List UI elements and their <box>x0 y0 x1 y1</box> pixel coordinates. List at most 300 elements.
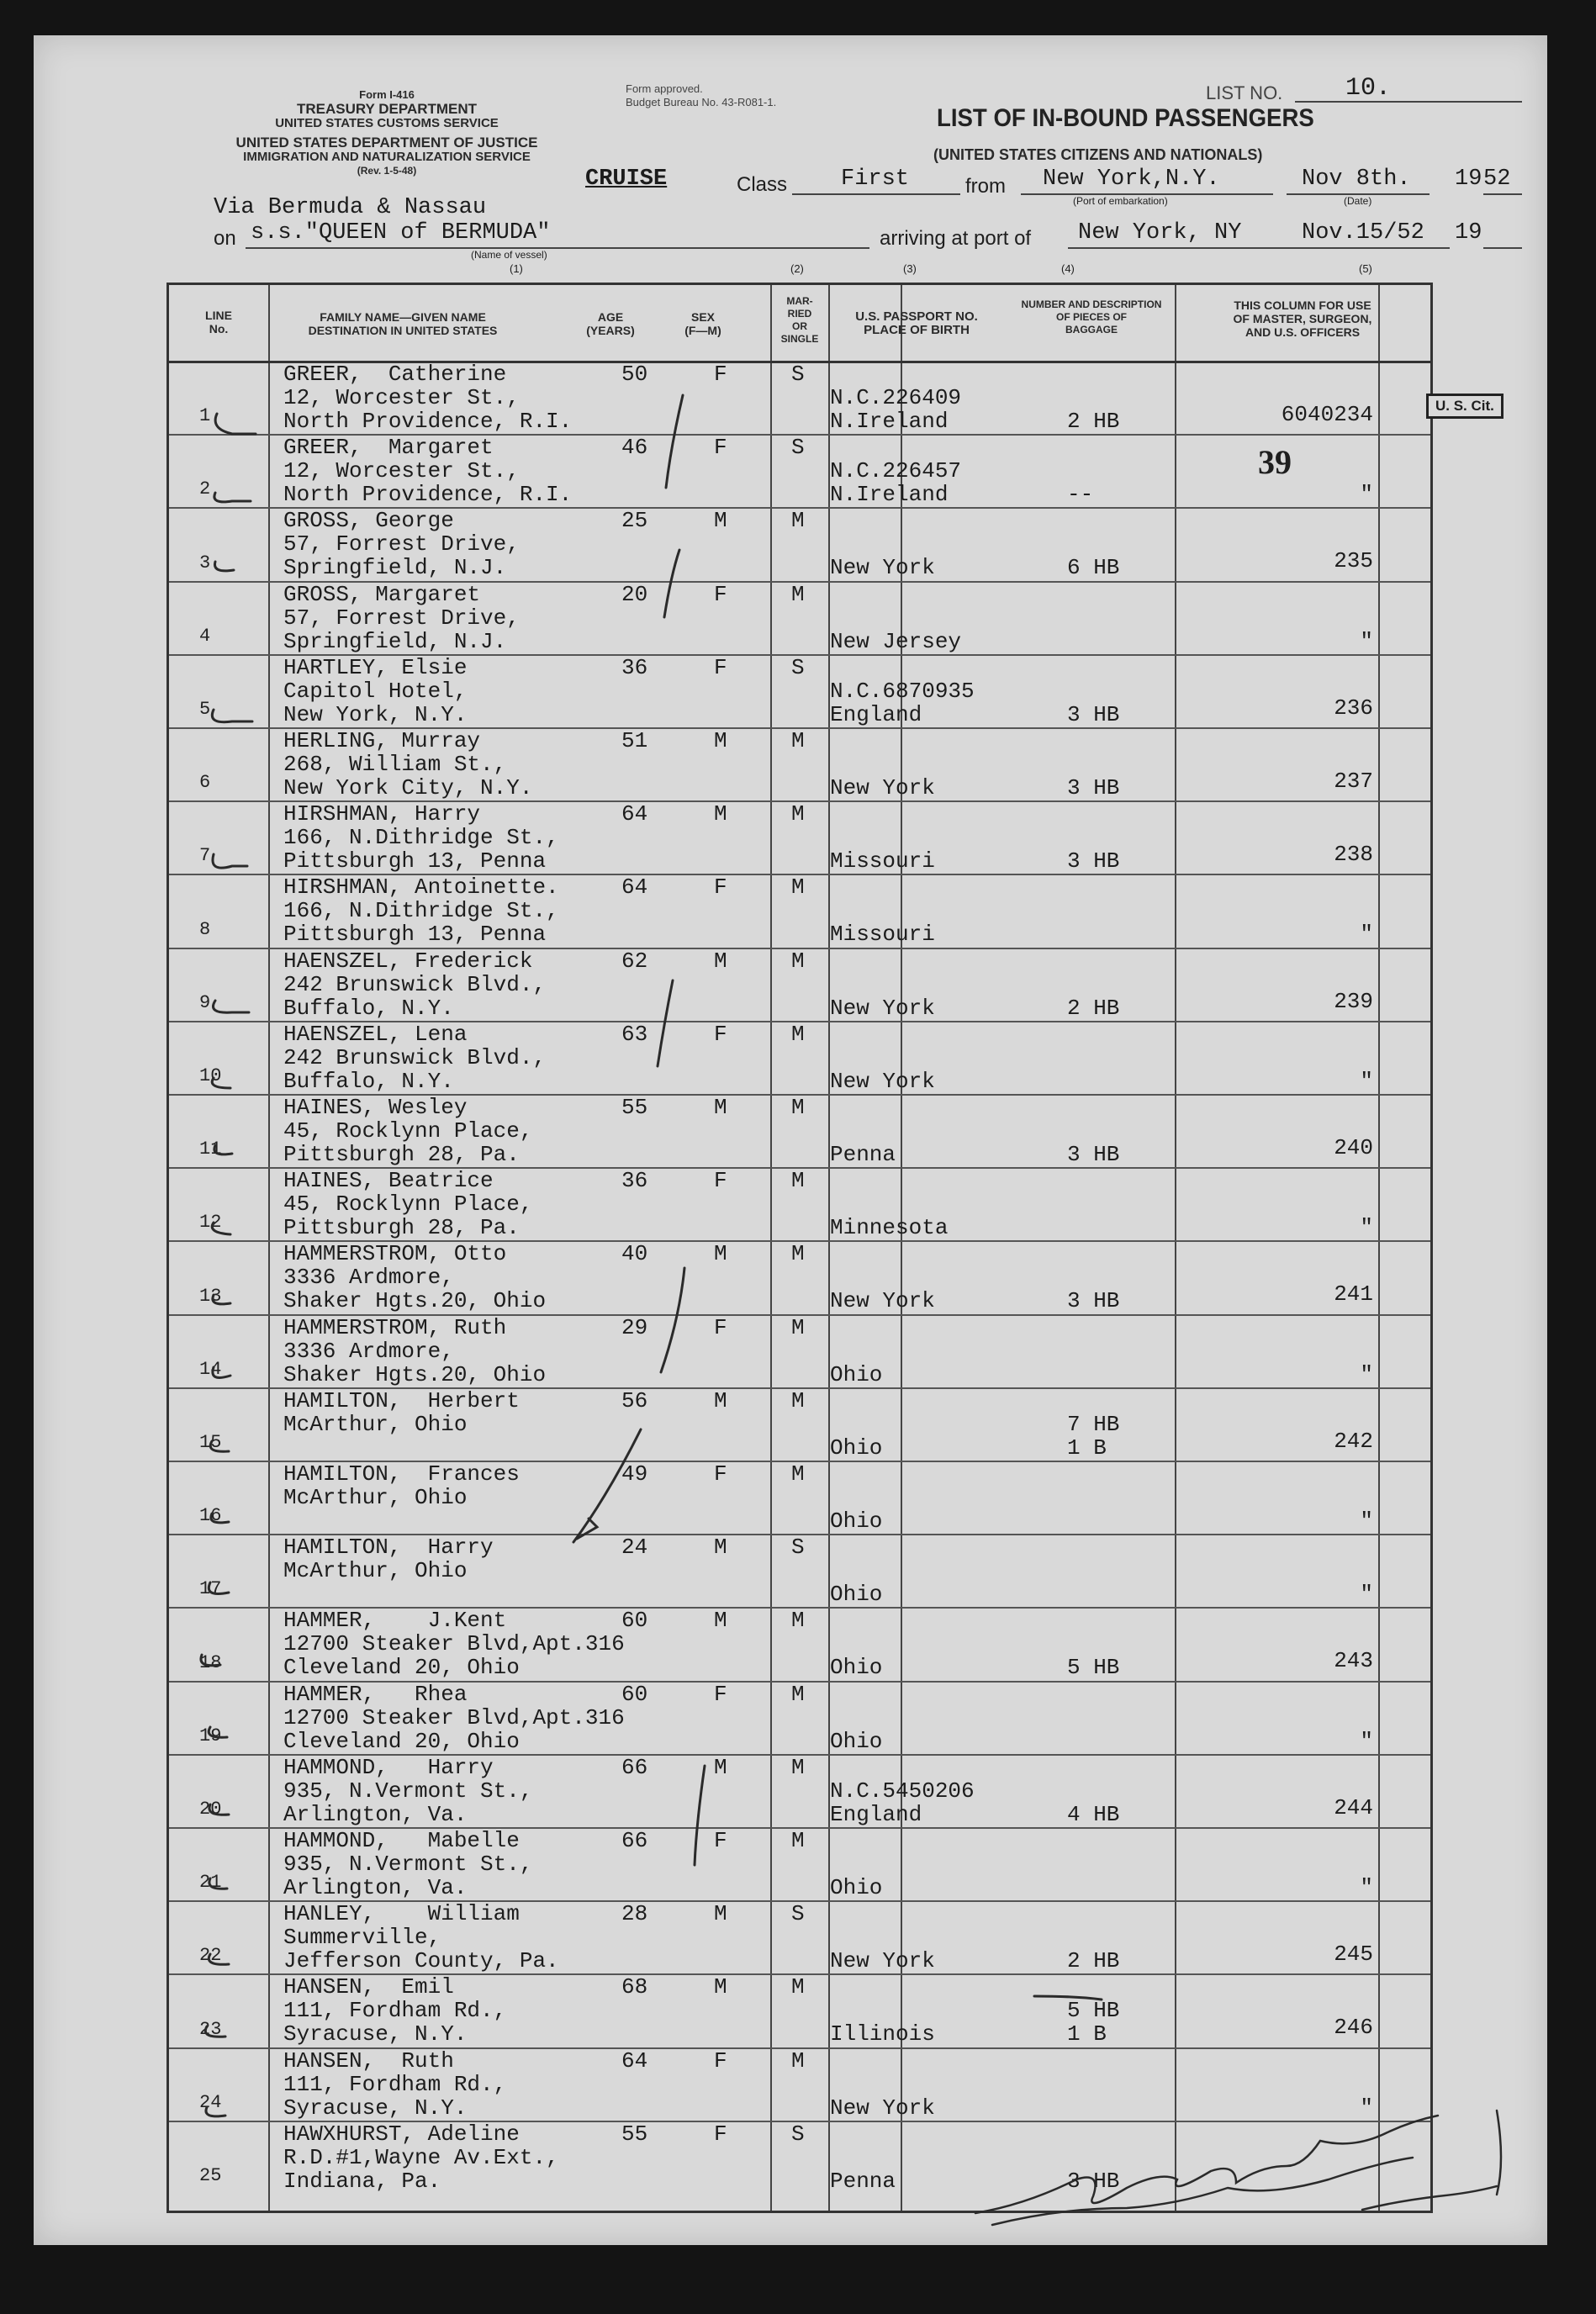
baggage: 5 HB <box>1067 1998 1120 2024</box>
line-number: 20 <box>199 1798 222 1820</box>
check-mark <box>214 1001 250 1012</box>
header-married: MAR- RIED OR SINGLE <box>780 295 819 345</box>
check-mark <box>209 1878 227 1889</box>
address-line-2: New York, N.Y. <box>283 701 468 727</box>
sex: F <box>714 435 727 461</box>
age: 29 <box>621 1314 648 1340</box>
header-baggage: NUMBER AND DESCRIPTION OF PIECES OF BAGGAGE <box>1021 298 1162 335</box>
passenger-name: HAINES, Beatrice <box>283 1168 494 1194</box>
baggage: 4 HB <box>1067 1801 1120 1827</box>
budget-bureau: Budget Bureau No. 43-R081-1. <box>626 96 777 108</box>
baggage: 3 HB <box>1067 701 1120 727</box>
class-value: First <box>841 166 910 192</box>
baggage: 3 HB <box>1067 775 1120 800</box>
cruise-label: CRUISE <box>585 166 668 192</box>
age: 60 <box>621 1681 648 1707</box>
age: 50 <box>621 362 648 387</box>
sex: F <box>714 2047 727 2074</box>
vessel-caption: (Name of vessel) <box>471 249 547 261</box>
check-mark <box>212 710 252 722</box>
passport-number: N.C.6870935 <box>830 678 975 704</box>
baggage: -- <box>1067 482 1094 508</box>
officer-notes: 242 <box>1334 1428 1373 1454</box>
age: 51 <box>621 728 648 753</box>
address-line-2: Buffalo, N.Y. <box>283 1068 454 1094</box>
passenger-name: HAENSZEL, Lena <box>283 1021 468 1047</box>
place-of-birth: New York <box>830 2095 935 2121</box>
baggage: 6 HB <box>1067 555 1120 581</box>
check-mark <box>213 1367 230 1377</box>
address-line-1: McArthur, Ohio <box>283 1485 468 1510</box>
address-line-1: 12, Worcester St., <box>283 458 520 484</box>
officer-notes: 245 <box>1334 1942 1373 1968</box>
bracket-mark <box>658 980 673 1066</box>
address-line-2: Syracuse, N.Y. <box>283 2021 468 2047</box>
address-line-1: 12700 Steaker Blvd,Apt.316 <box>283 1631 625 1657</box>
check-mark <box>201 1655 220 1666</box>
passenger-name: HAMMER, J.Kent <box>283 1608 507 1634</box>
passport-number: N.C.5450206 <box>830 1778 975 1804</box>
address-line-2: Pittsburgh 28, Pa. <box>283 1142 520 1167</box>
form-approved: Form approved. <box>626 82 703 95</box>
line-number: 25 <box>199 2164 222 2186</box>
address-line-2: Jefferson County, Pa. <box>283 1948 559 1974</box>
officer-notes: " <box>1360 2095 1373 2121</box>
age: 66 <box>621 1754 648 1780</box>
column-number-5: (5) <box>1359 262 1372 275</box>
signature <box>992 2158 1413 2225</box>
marital-status: M <box>791 728 805 753</box>
address-line-1: 57, Forrest Drive, <box>283 531 520 557</box>
passenger-name: GROSS, Margaret <box>283 581 481 607</box>
address-line-2: Pittsburgh 13, Penna <box>283 922 547 948</box>
marital-status: M <box>791 581 805 607</box>
marital-status: S <box>791 1901 805 1927</box>
officer-notes: " <box>1360 1582 1373 1608</box>
officer-notes: " <box>1360 1875 1373 1900</box>
bracket-mark <box>695 1766 705 1865</box>
address-line-2: New York City, N.Y. <box>283 775 533 800</box>
place-of-birth: N.Ireland <box>830 409 949 434</box>
passenger-name: GREER, Margaret <box>283 435 494 461</box>
place-of-birth: England <box>830 1801 922 1827</box>
marital-status: M <box>791 2047 805 2074</box>
arrival-year: 19 <box>1455 220 1482 246</box>
line-number: 4 <box>199 625 211 647</box>
passenger-name: HAMMOND, Harry <box>283 1754 494 1780</box>
marital-status: M <box>791 801 805 827</box>
officer-notes: " <box>1360 1361 1373 1387</box>
place-of-birth: New York <box>830 775 935 800</box>
baggage: 3 HB <box>1067 848 1120 874</box>
port-of-embarkation: New York,N.Y. <box>1043 166 1220 192</box>
address-line-1: 242 Brunswick Blvd., <box>283 1044 547 1070</box>
header-line-no: LINE No. <box>205 309 232 335</box>
place-of-birth: N.Ireland <box>830 482 949 508</box>
passport-number: N.C.226457 <box>830 458 962 484</box>
baggage: 2 HB <box>1067 1948 1120 1974</box>
check-mark <box>205 2026 225 2037</box>
on-label: on <box>214 227 236 250</box>
check-mark <box>212 1223 230 1234</box>
passenger-name: HAMILTON, Frances <box>283 1461 520 1487</box>
place-of-birth: Penna <box>830 1142 896 1167</box>
baggage: 5 HB <box>1067 1655 1120 1681</box>
baggage: 3 HB <box>1067 1142 1120 1167</box>
check-mark <box>209 1804 229 1815</box>
age: 64 <box>621 2047 648 2074</box>
sex: F <box>714 654 727 680</box>
customs-service: UNITED STATES CUSTOMS SERVICE <box>275 116 499 130</box>
from-label: from <box>965 175 1006 198</box>
address-line-1: 935, N.Vermont St., <box>283 1852 533 1877</box>
marital-status: M <box>791 1754 805 1780</box>
officer-notes: 240 <box>1334 1135 1373 1160</box>
line-number: 14 <box>199 1358 222 1380</box>
age: 40 <box>621 1241 648 1267</box>
passenger-name: HANSEN, Emil <box>283 1974 454 2000</box>
marital-status: M <box>791 1681 805 1707</box>
passenger-name: HANLEY, William <box>283 1901 520 1927</box>
place-of-birth: New Jersey <box>830 628 962 654</box>
address-line-1: 935, N.Vermont St., <box>283 1778 533 1804</box>
age: 56 <box>621 1387 648 1413</box>
check-mark <box>210 1441 229 1451</box>
place-of-birth: New York <box>830 555 935 581</box>
arriving-label: arriving at port of <box>880 227 1032 250</box>
bracket-mark <box>573 1429 641 1542</box>
sex: M <box>714 728 727 753</box>
sex: F <box>714 362 727 387</box>
line-number: 2 <box>199 478 211 500</box>
header-age: AGE (YEARS) <box>586 310 635 337</box>
marital-status: M <box>791 1314 805 1340</box>
address-line-2: Cleveland 20, Ohio <box>283 1728 520 1754</box>
date-caption: (Date) <box>1344 195 1372 207</box>
passenger-name: HAMILTON, Herbert <box>283 1387 520 1413</box>
line-number: 23 <box>199 2018 222 2040</box>
address-line-2: Arlington, Va. <box>283 1801 468 1827</box>
age: 55 <box>621 1095 648 1120</box>
address-line-2: Indiana, Pa. <box>283 2168 441 2194</box>
passport-number: N.C.226409 <box>830 385 962 410</box>
marital-status: S <box>791 435 805 461</box>
officer-notes: 244 <box>1334 1794 1373 1820</box>
line-number: 3 <box>199 552 211 573</box>
address-line-2: Arlington, Va. <box>283 1875 468 1900</box>
sex: M <box>714 801 727 827</box>
passenger-name: HAMMOND, Mabelle <box>283 1828 520 1853</box>
officer-notes: 235 <box>1334 548 1373 574</box>
list-title: LIST OF IN-BOUND PASSENGERS <box>937 104 1314 132</box>
column-number-2: (2) <box>790 262 804 275</box>
sex: F <box>714 874 727 901</box>
age: 66 <box>621 1828 648 1853</box>
address-line-1: R.D.#1,Wayne Av.Ext., <box>283 2144 559 2170</box>
line-number: 11 <box>199 1139 222 1160</box>
revision: (Rev. 1-5-48) <box>357 165 417 177</box>
marital-status: M <box>791 1461 805 1487</box>
place-of-birth: Ohio <box>830 1508 883 1534</box>
column-number-1: (1) <box>510 262 523 275</box>
signature <box>975 2116 1438 2213</box>
list-no-value: 10. <box>1345 74 1392 103</box>
place-of-birth: Ohio <box>830 1728 883 1754</box>
place-of-birth: Penna <box>830 2168 896 2194</box>
address-line-1: 3336 Ardmore, <box>283 1265 454 1291</box>
form-number: Form I-416 <box>359 88 415 101</box>
address-line-2: Buffalo, N.Y. <box>283 995 454 1021</box>
age: 25 <box>621 508 648 534</box>
age: 64 <box>621 874 648 901</box>
vessel-name: s.s."QUEEN of BERMUDA" <box>251 220 551 246</box>
officer-notes: 237 <box>1334 769 1373 794</box>
passenger-name: HAWXHURST, Adeline <box>283 2121 520 2147</box>
officer-notes: " <box>1360 628 1373 654</box>
marital-status: S <box>791 1535 805 1561</box>
address-line-1: 45, Rocklynn Place, <box>283 1118 533 1144</box>
check-mark <box>214 1145 232 1154</box>
treasury-department: TREASURY DEPARTMENT <box>296 101 478 117</box>
baggage: 7 HB <box>1067 1411 1120 1437</box>
marital-status: M <box>791 508 805 534</box>
bracket-mark <box>661 1268 684 1372</box>
line-number: 8 <box>199 918 211 940</box>
marital-status: M <box>791 1168 805 1194</box>
officer-notes: " <box>1360 1508 1373 1534</box>
passenger-name: HIRSHMAN, Antoinette. <box>283 874 559 901</box>
port-caption: (Port of embarkation) <box>1073 195 1168 207</box>
passenger-name: GROSS, George <box>283 508 454 534</box>
place-of-birth: Ohio <box>830 1582 883 1608</box>
line-number: 16 <box>199 1505 222 1527</box>
address-line-1: Summerville, <box>283 1925 441 1951</box>
line-number: 9 <box>199 991 211 1013</box>
class-label: Class <box>737 173 788 196</box>
sex: M <box>714 1901 727 1927</box>
baggage-extra: 1 B <box>1067 2021 1107 2047</box>
passenger-name: HANSEN, Ruth <box>283 2047 454 2074</box>
age: 49 <box>621 1461 648 1487</box>
sex: F <box>714 1021 727 1047</box>
age: 24 <box>621 1535 648 1561</box>
passenger-name: HAMMER, Rhea <box>283 1681 468 1707</box>
line-number: 13 <box>199 1285 222 1307</box>
officer-notes: 241 <box>1334 1281 1373 1308</box>
age: 36 <box>621 1168 648 1194</box>
age: 28 <box>621 1901 648 1927</box>
list-no-label: LIST NO. <box>1206 82 1283 103</box>
marital-status: M <box>791 1241 805 1267</box>
justice-department: UNITED STATES DEPARTMENT OF JUSTICE <box>235 135 538 151</box>
passenger-name: HAINES, Wesley <box>283 1095 468 1120</box>
age: 20 <box>621 581 648 607</box>
check-mark <box>212 1078 230 1088</box>
age: 64 <box>621 801 648 827</box>
passenger-name: GREER, Catherine <box>283 362 507 387</box>
baggage: 3 HB <box>1067 2168 1120 2194</box>
check-mark <box>211 1514 229 1523</box>
officer-notes: 236 <box>1334 695 1373 721</box>
address-line-2: Syracuse, N.Y. <box>283 2095 468 2121</box>
line-number: 19 <box>199 1725 222 1746</box>
ins: IMMIGRATION AND NATURALIZATION SERVICE <box>243 150 531 164</box>
bracket-mark <box>666 395 683 488</box>
bracket-mark <box>664 550 679 617</box>
sex: M <box>714 948 727 974</box>
arrival-date: Nov.15/52 <box>1302 220 1424 246</box>
line-number: 10 <box>199 1065 222 1086</box>
address-line-1: 12700 Steaker Blvd,Apt.316 <box>283 1704 625 1730</box>
place-of-birth: Illinois <box>830 2021 935 2047</box>
line-number: 17 <box>199 1578 222 1600</box>
line-number: 21 <box>199 1872 222 1894</box>
line-number: 22 <box>199 1945 222 1967</box>
baggage: 2 HB <box>1067 409 1120 434</box>
sex: M <box>714 1095 727 1120</box>
age: 36 <box>621 654 648 680</box>
place-of-birth: Ohio <box>830 1655 883 1681</box>
line-number: 1 <box>199 405 211 427</box>
check-mark <box>206 2107 225 2116</box>
officer-notes: " <box>1360 922 1373 948</box>
age: 62 <box>621 948 648 974</box>
marital-status: M <box>791 948 805 974</box>
marital-status: M <box>791 1021 805 1047</box>
year-suffix: 52 <box>1483 166 1511 192</box>
line-number: 15 <box>199 1431 222 1453</box>
arrival-port: New York, NY <box>1078 220 1242 246</box>
place-of-birth: Missouri <box>830 922 935 948</box>
address-line-1: 111, Fordham Rd., <box>283 2071 507 2097</box>
place-of-birth: Ohio <box>830 1875 883 1900</box>
marital-status: M <box>791 1974 805 2000</box>
sex: M <box>714 1241 727 1267</box>
baggage: 3 HB <box>1067 1288 1120 1314</box>
line-number: 18 <box>199 1651 222 1673</box>
address-line-2: Pittsburgh 28, Pa. <box>283 1215 520 1241</box>
sex: F <box>714 1314 727 1340</box>
passenger-name: HARTLEY, Elsie <box>283 654 468 680</box>
check-mark <box>214 562 234 571</box>
marital-status: M <box>791 1608 805 1634</box>
place-of-birth: Ohio <box>830 1361 883 1387</box>
sex: M <box>714 508 727 534</box>
address-line-2: Shaker Hgts.20, Ohio <box>283 1361 547 1387</box>
address-line-1: 12, Worcester St., <box>283 385 520 410</box>
header-officers: THIS COLUMN FOR USE OF MASTER, SURGEON, AND U.S. OFFICERS <box>1233 298 1372 339</box>
place-of-birth: England <box>830 701 922 727</box>
marital-status: M <box>791 1828 805 1853</box>
slash-mark <box>1034 1996 1102 2000</box>
check-mark <box>214 493 251 502</box>
check-mark <box>215 414 256 434</box>
line-number: 24 <box>199 2091 222 2113</box>
line-number: 7 <box>199 845 211 867</box>
line-number: 5 <box>199 698 211 720</box>
sex: F <box>714 1681 727 1707</box>
sex: M <box>714 1387 727 1413</box>
marital-status: M <box>791 1095 805 1120</box>
address-line-2: North Providence, R.I. <box>283 409 573 434</box>
address-line-1: 45, Rocklynn Place, <box>283 1191 533 1218</box>
header-name: FAMILY NAME—GIVEN NAME DESTINATION IN UNITED STATES <box>308 310 498 337</box>
marital-status: M <box>791 1387 805 1413</box>
place-of-birth: New York <box>830 995 935 1021</box>
passenger-name: HERLING, Murray <box>283 728 481 753</box>
list-subtitle: (UNITED STATES CITIZENS AND NATIONALS) <box>933 146 1263 163</box>
address-line-1: 57, Forrest Drive, <box>283 605 520 631</box>
officer-notes: 6040234 <box>1281 402 1373 427</box>
column-number-4: (4) <box>1061 262 1075 275</box>
baggage: 2 HB <box>1067 995 1120 1021</box>
address-line-1: McArthur, Ohio <box>283 1411 468 1437</box>
check-mark <box>213 1295 230 1304</box>
address-line-2: Pittsburgh 13, Penna <box>283 848 547 874</box>
address-line-1: 111, Fordham Rd., <box>283 1998 507 2024</box>
officer-notes: 246 <box>1334 2015 1373 2041</box>
marital-status: S <box>791 362 805 387</box>
officer-notes: 239 <box>1334 988 1373 1014</box>
line-number: 12 <box>199 1212 222 1234</box>
place-of-birth: New York <box>830 1288 935 1314</box>
address-line-1: 242 Brunswick Blvd., <box>283 971 547 997</box>
check-mark <box>213 854 247 868</box>
sex: M <box>714 1608 727 1634</box>
officer-notes: " <box>1360 482 1373 508</box>
check-mark <box>209 1954 229 1964</box>
check-mark <box>209 1582 229 1594</box>
address-line-1: 3336 Ardmore, <box>283 1338 454 1364</box>
officer-notes: 238 <box>1334 842 1373 868</box>
place-of-birth: Minnesota <box>830 1215 949 1241</box>
year-prefix: 19 <box>1455 166 1482 192</box>
sex: F <box>714 1168 727 1194</box>
passenger-name: HAMMERSTROM, Otto <box>283 1241 507 1267</box>
check-mark <box>209 1727 227 1737</box>
passenger-name: HIRSHMAN, Harry <box>283 801 481 827</box>
sex: F <box>714 1461 727 1487</box>
place-of-birth: Ohio <box>830 1434 883 1461</box>
address-line-1: 166, N.Dithridge St., <box>283 898 559 924</box>
officer-notes: " <box>1360 1728 1373 1754</box>
baggage-extra: 1 B <box>1067 1434 1107 1461</box>
passenger-name: HAMILTON, Harry <box>283 1535 494 1561</box>
marital-status: S <box>791 2121 805 2147</box>
place-of-birth: New York <box>830 1948 935 1974</box>
sex: M <box>714 1974 727 2000</box>
officer-notes: " <box>1360 1068 1373 1094</box>
column-number-3: (3) <box>903 262 917 275</box>
place-of-birth: New York <box>830 1068 935 1094</box>
age: 55 <box>621 2121 648 2147</box>
place-of-birth: Missouri <box>830 848 935 874</box>
sex: F <box>714 581 727 607</box>
officer-notes: 243 <box>1334 1648 1373 1674</box>
address-line-1: McArthur, Ohio <box>283 1558 468 1584</box>
age: 46 <box>621 435 648 461</box>
passenger-name: HAMMERSTROM, Ruth <box>283 1314 507 1340</box>
sex: M <box>714 1535 727 1561</box>
address-line-1: 268, William St., <box>283 752 507 777</box>
age: 60 <box>621 1608 648 1634</box>
address-line-1: 166, N.Dithridge St., <box>283 825 559 851</box>
address-line-1: Capitol Hotel, <box>283 678 468 704</box>
header-sex: SEX (F—M) <box>684 310 721 337</box>
signature <box>1362 2111 1501 2210</box>
sex: M <box>714 1754 727 1780</box>
officer-notes: " <box>1360 1215 1373 1241</box>
